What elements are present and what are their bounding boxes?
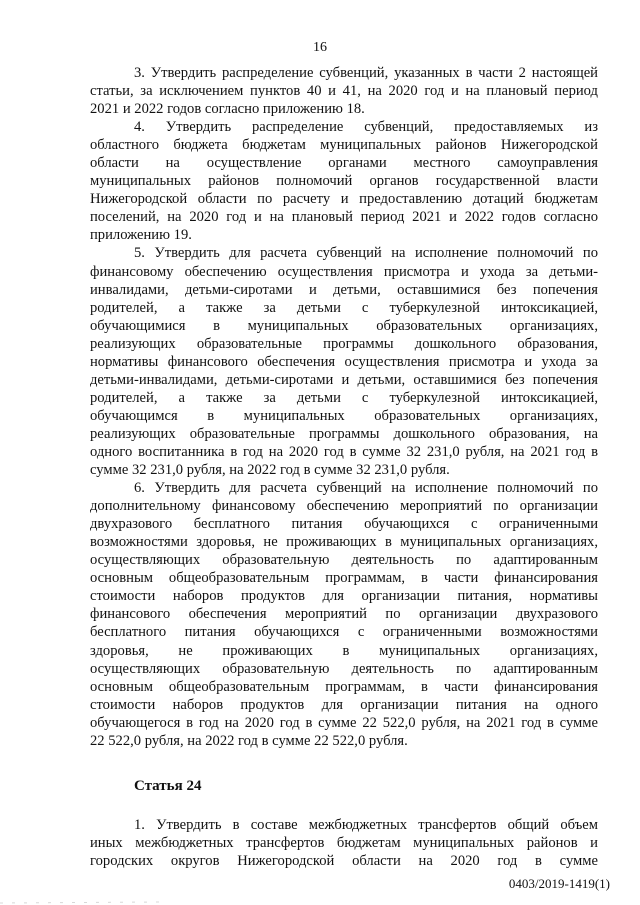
text-line: дополнительному финансовому обеспечению мероприятий по организации xyxy=(90,498,598,515)
text-line: приложению 19. xyxy=(90,227,192,244)
text-line: инвалидами, детьми-сиротами и детьми, оставшимися без попечения xyxy=(90,281,598,298)
text-line: городских округов Нижегородской области на 2020 год в сумме xyxy=(90,853,598,870)
text-line: области на осуществление органами местного самоуправления xyxy=(90,155,598,172)
page-number: 16 xyxy=(313,40,327,55)
text-line: обучающегося в год на 2020 год в сумме 22 522,0 рубля, на 2021 год в сумме xyxy=(90,714,598,731)
text-line: иных межбюджетных трансфертов бюджетам муниципальных районов и xyxy=(90,835,598,852)
paragraph-5 xyxy=(90,244,598,479)
document-code: 0403/2019-1419(1) xyxy=(508,876,610,891)
text-line: областного бюджета бюджетам муниципальных районов Нижегородской xyxy=(90,137,598,154)
text-line: одного воспитанника в год на 2020 год в сумме 32 231,0 рубля, на 2021 год в xyxy=(90,443,598,460)
article-heading: Статья 24 xyxy=(134,778,202,794)
text-line: реализующих образовательные программы дошкольного образования, на xyxy=(90,425,598,442)
text-line: возможностями здоровья, не проживающих в муниципальных организациях, xyxy=(90,534,598,551)
article-text xyxy=(90,816,598,870)
text-line: бесплатного питания обучающихся с ограниченными возможностями xyxy=(90,624,598,641)
text-line: основным общеобразовательным программам, в части финансирования xyxy=(90,570,598,587)
text-line: нормативы финансового обеспечения осуществления присмотра и ухода за xyxy=(90,353,598,370)
text-line: реализующих образовательные программы дошкольного образования, xyxy=(90,335,598,352)
text-line: здоровья, не проживающих в муниципальных организациях, xyxy=(90,642,598,659)
text-line: родителей, а также за детьми с туберкулезной интоксикацией, xyxy=(90,389,598,406)
text-line: поселений, на 2020 год и на плановый период 2021 и 2022 годов согласно xyxy=(90,209,598,226)
text-line: родителей, а также за детьми с туберкулезной интоксикацией, xyxy=(90,299,598,316)
text-line: финансового обеспечения мероприятий по организации двухразового xyxy=(90,606,598,623)
text-line: муниципальных районов полномочий органов государственной власти xyxy=(90,173,598,190)
text-line: 2021 и 2022 годов согласно приложению 18. xyxy=(90,101,365,118)
paragraph-3 xyxy=(90,64,598,118)
text-line: обучающимся в муниципальных образовательных организациях, xyxy=(90,407,598,424)
text-line: 5. Утвердить для расчета субвенций на исполнение полномочий по xyxy=(134,245,598,262)
text-line: стоимости наборов продуктов для организации питания, нормативы xyxy=(90,588,598,605)
text-line: стоимости наборов продуктов для организации питания на одного xyxy=(90,696,598,713)
text-line: осуществляющих образовательную деятельность по адаптированным xyxy=(90,660,598,677)
text-line: 6. Утвердить для расчета субвенций на исполнение полномочий по xyxy=(134,480,598,497)
text-line: двухразового бесплатного питания обучающихся с ограниченными xyxy=(90,516,598,533)
text-line: обучающимися в муниципальных образовательных организациях, xyxy=(90,317,598,334)
body-text xyxy=(90,64,598,750)
text-line: финансовому обеспечению осуществления присмотра и ухода за детьми- xyxy=(90,263,598,280)
text-line: статьи, за исключением пунктов 40 и 41, на 2020 год и на плановый период xyxy=(90,83,598,100)
paragraph-6 xyxy=(90,479,598,750)
paragraph-4 xyxy=(90,118,598,244)
text-line: 3. Утвердить распределение субвенций, указанных в части 2 настоящей xyxy=(134,65,598,81)
text-line: осуществляющих образовательную деятельность по адаптированным xyxy=(90,552,598,569)
text-line: 22 522,0 рубля, на 2022 год в сумме 22 522,0 рубля. xyxy=(90,732,408,749)
text-line: 4. Утвердить распределение субвенций, предоставляемых из xyxy=(134,119,598,136)
text-line: сумме 32 231,0 рубля, на 2022 год в сумме 32 231,0 рубля. xyxy=(90,462,450,479)
text-line: 1. Утвердить в составе межбюджетных трансфертов общий объем xyxy=(134,817,598,833)
article-paragraph-1 xyxy=(90,816,598,870)
text-line: детьми-инвалидами, детьми-сиротами и детьми, оставшимися без попечения xyxy=(90,371,598,388)
text-line: основным общеобразовательным программам, в части финансирования xyxy=(90,678,598,695)
scan-artifact xyxy=(0,899,640,905)
text-line: Нижегородской области по расчету и предоставлению дотаций бюджетам xyxy=(90,191,598,208)
